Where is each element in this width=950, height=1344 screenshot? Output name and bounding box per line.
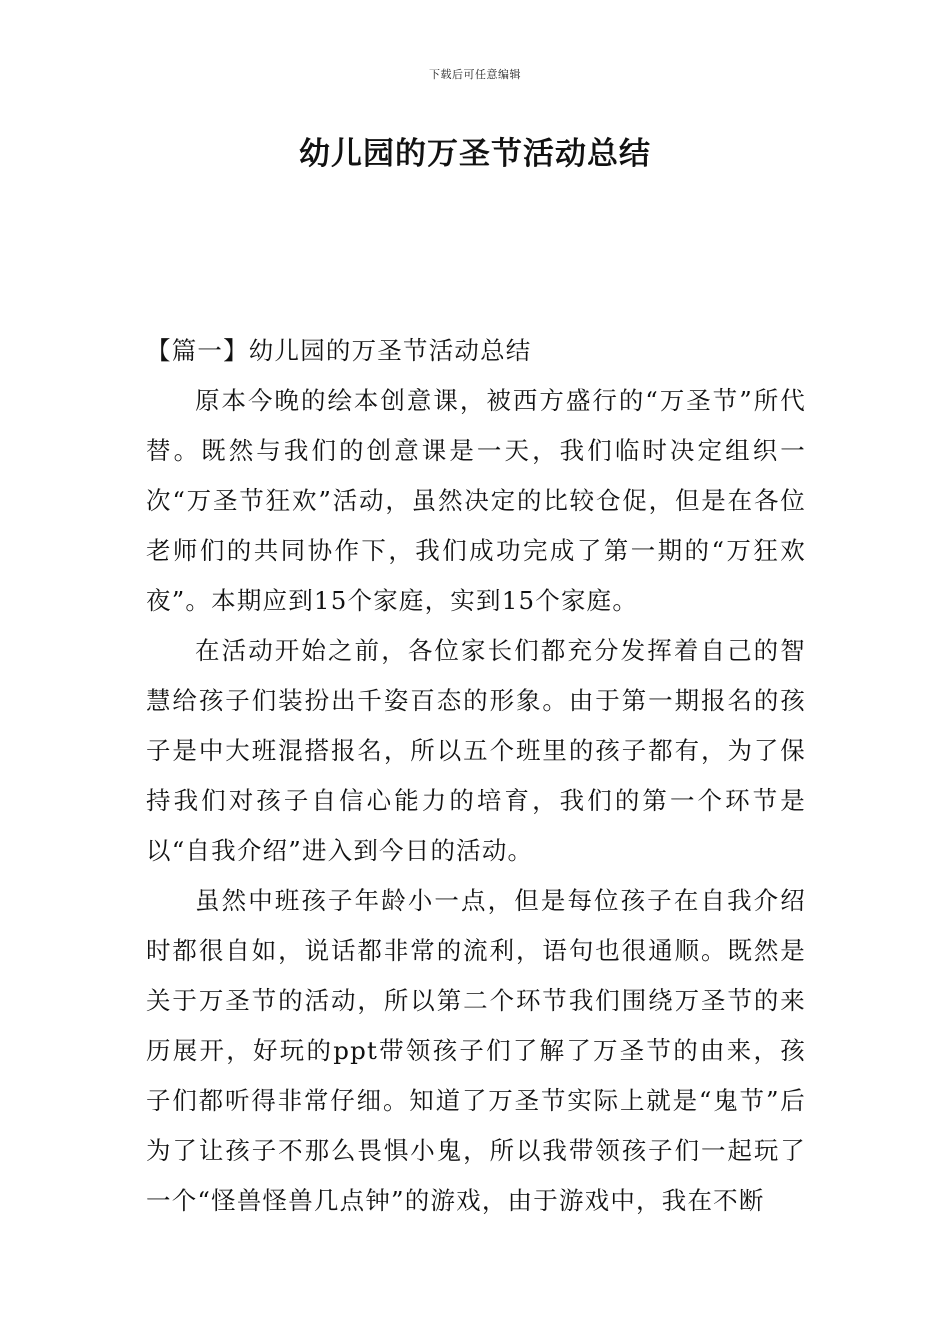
section-heading: 【篇一】幼儿园的万圣节活动总结 <box>146 336 532 365</box>
header-note: 下载后可任意编辑 <box>429 68 521 81</box>
paragraph: 在活动开始之前，各位家长们都充分发挥着自己的智慧给孩子们装扮出千姿百态的形象。由于第一期报名的孩子是中大班混搭报名，所以五个班里的孩子都有，为了保持我们对孩子自信心能力的培育，我们的第一个环节是以“自我介绍”进入到今日的活动。 <box>146 636 806 865</box>
document-body <box>146 326 806 1226</box>
paragraph: 虽然中班孩子年龄小一点，但是每位孩子在自我介绍时都很自如，说话都非常的流利，语句也很通顺。既然是关于万圣节的活动，所以第二个环节我们围绕万圣节的来历展开，好玩的ppt带领孩子们了解了万圣节的由来，孩子们都听得非常仔细。知道了万圣节实际上就是“鬼节”后为了让孩子不那么畏惧小鬼，所以我带领孩子们一起玩了一个“怪兽怪兽几点钟”的游戏，由于游戏中，我在不断 <box>146 886 806 1215</box>
paragraph: 原本今晚的绘本创意课，被西方盛行的“万圣节”所代替。既然与我们的创意课是一天，我们临时决定组织一次“万圣节狂欢”活动，虽然决定的比较仓促，但是在各位老师们的共同协作下，我们成功完成了第一期的“万狂欢夜”。本期应到15个家庭，实到15个家庭。 <box>146 386 806 615</box>
document-title: 幼儿园的万圣节活动总结 <box>299 136 651 172</box>
